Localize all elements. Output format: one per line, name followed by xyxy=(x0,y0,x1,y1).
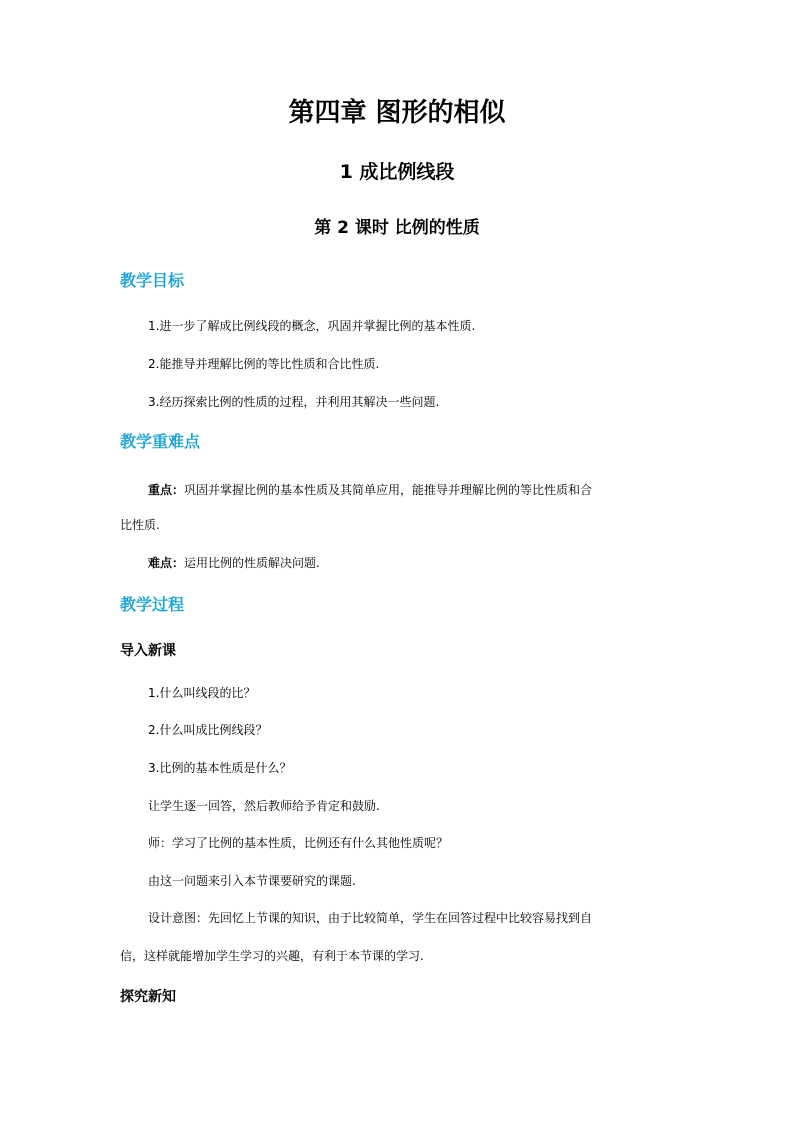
difficult-point-text: 运用比例的性质解决问题. xyxy=(184,556,320,570)
lesson-title: 第 2 课时 比例的性质 xyxy=(314,218,480,238)
design-intent-line-1: 设计意图：先回忆上节课的知识，由于比较简单，学生在回答过程中比较容易找到自 xyxy=(148,911,593,925)
intro-heading: 导入新课 xyxy=(120,643,176,659)
difficult-point-line xyxy=(148,557,320,569)
objective-item-1: 1.进一步了解成比例线段的概念，巩固并掌握比例的基本性质. xyxy=(148,319,476,333)
objectives-heading: 教学目标 xyxy=(120,271,185,290)
intro-question-1: 1.什么叫线段的比？ xyxy=(148,686,256,700)
process-heading: 教学过程 xyxy=(120,595,185,614)
design-intent-line-2: 信，这样就能增加学生学习的兴趣，有利于本节课的学习. xyxy=(120,949,424,963)
objective-item-2: 2.能推导并理解比例的等比性质和合比性质. xyxy=(148,357,380,371)
objective-item-3: 3.经历探索比例的性质的过程，并利用其解决一些问题. xyxy=(148,395,440,409)
key-point-label: 重点： xyxy=(148,483,185,497)
difficult-point-label: 难点： xyxy=(148,556,185,570)
key-point-line-2: 比性质. xyxy=(120,518,160,532)
intro-paragraph-2: 师：学习了比例的基本性质，比例还有什么其他性质呢？ xyxy=(148,836,449,850)
chapter-title: 第四章 图形的相似 xyxy=(288,98,506,128)
intro-question-2: 2.什么叫成比例线段？ xyxy=(148,723,268,737)
intro-paragraph-1: 让学生逐一回答，然后教师给予肯定和鼓励. xyxy=(148,799,380,813)
key-points-heading: 教学重难点 xyxy=(120,432,201,451)
section-title: 1 成比例线段 xyxy=(339,161,455,183)
intro-question-3: 3.比例的基本性质是什么？ xyxy=(148,761,292,775)
explore-heading: 探究新知 xyxy=(120,989,176,1005)
intro-paragraph-3: 由这一问题来引入本节课要研究的课题. xyxy=(148,874,356,888)
key-point-text: 巩固并掌握比例的基本性质及其简单应用，能推导并理解比例的等比性质和合 xyxy=(184,483,593,497)
key-point-line-1 xyxy=(148,484,592,496)
